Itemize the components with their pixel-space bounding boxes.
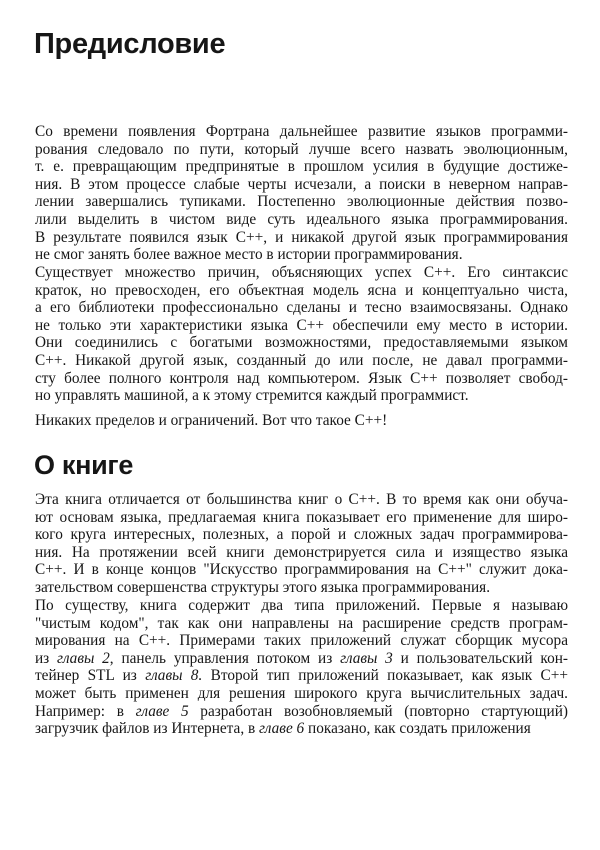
chapter-reference: главы 3 [340, 649, 393, 667]
text-line [35, 597, 568, 615]
text-line [35, 720, 568, 738]
text-line [35, 387, 568, 405]
text-segment: лении завершались тупиками. Постепенно эволюционные действия позво- [35, 193, 568, 211]
text-segment: По существу, книга содержит два типа приложений. Первые я называю [35, 597, 568, 614]
text-line [35, 334, 568, 352]
text-segment: но управлять машиной, а к этому стремится каждый программист. [35, 387, 469, 405]
text-segment: зательством совершенства структуры этого языка программирования. [35, 578, 491, 596]
text-line [35, 176, 568, 194]
heading-about-book: О книге [34, 450, 134, 480]
text-line [35, 579, 568, 597]
heading-preface: Предисловие [34, 28, 226, 60]
text-segment: загрузчик файлов из Интернета, в [35, 720, 260, 738]
text-segment: краток, но превосходен, его объектная модель ясна и концептуально чиста, [35, 281, 568, 299]
text-line [35, 123, 568, 141]
text-line [35, 158, 568, 176]
text-segment: может быть применен для решения широкого круга вычислительных задач. [35, 684, 568, 702]
chapter-reference: главе 6 [259, 720, 305, 738]
text-line [35, 193, 568, 211]
text-segment: из [35, 649, 58, 667]
text-line [35, 246, 568, 264]
text-segment: тейнер STL из [35, 667, 146, 685]
text-segment: а его библиотеки профессионально сделаны и тесно взаимосвязаны. Однако [35, 299, 568, 317]
text-line [35, 667, 568, 685]
text-line [35, 509, 568, 527]
text-segment: "чистым кодом", так как они направлены на расширение средств програм- [35, 614, 568, 632]
text-line [35, 703, 568, 721]
text-segment: С++. Никакой другой язык, созданный до или после, не давал программи- [35, 351, 568, 369]
paragraph [35, 597, 568, 738]
text-line [35, 491, 568, 509]
text-line [35, 632, 568, 650]
paragraph [35, 491, 568, 597]
chapter-reference: главы 8. [145, 667, 203, 685]
text-line [35, 370, 568, 388]
text-segment: ния. В этом процессе слабые черты исчезали, а поиски в неверном направ- [35, 175, 568, 193]
text-line [35, 352, 568, 370]
text-segment: Второй тип приложений показывает, как язык С++ [202, 667, 568, 685]
paragraph [35, 123, 568, 264]
text-segment: Со времени появления Фортрана дальнейшее развитие языков программи- [35, 123, 568, 140]
text-segment: т. е. превращающим предпринятые в прошлом усилия в будущие достиже- [35, 158, 568, 176]
text-line [35, 317, 568, 335]
text-segment: кого круга интересных, полезных, а порой и сложных задач программирова- [35, 526, 568, 544]
paragraph [35, 412, 568, 430]
text-segment: Например: в [35, 702, 136, 720]
text-segment: Никаких пределов и ограничений. Вот что такое С++! [35, 412, 388, 429]
text-segment: С++. И в конце концов "Искусство программирования на С++" служит дока- [35, 561, 568, 579]
text-line [35, 141, 568, 159]
text-segment: показано, как создать приложения [304, 720, 531, 738]
text-line [35, 544, 568, 562]
chapter-reference: главы 2 [57, 649, 110, 667]
text-line [35, 211, 568, 229]
text-segment: лили выделить в чистом виде суть идеального языка программирования. [35, 210, 568, 228]
text-segment: Эта книга отличается от большинства книг о С++. В то время как они обуча- [35, 491, 568, 508]
text-segment: сту более полного контроля над компьютером. Язык С++ позволяет свобод- [35, 369, 568, 387]
text-segment: Они соединились с богатыми возможностями, предоставляемыми языком [35, 334, 568, 352]
text-segment: В результате появился язык С++, и никакой другой язык программирования [35, 228, 568, 246]
text-line [35, 526, 568, 544]
text-segment: мирования на С++. Примерами таких приложений служат сборщик мусора [35, 632, 568, 650]
text-segment: разработан возобновляемый (повторно стартующий) [188, 702, 568, 720]
text-segment: , панель управления потоком из [109, 649, 341, 667]
text-segment: не смог занять более важное место в истории программирования. [35, 246, 463, 264]
text-line [35, 685, 568, 703]
paragraph [35, 264, 568, 405]
text-segment: не только эти характеристики языка С++ обеспечили ему место в истории. [35, 316, 568, 334]
text-line [35, 282, 568, 300]
text-segment: Существует множество причин, объясняющих успех С++. Его синтаксис [35, 264, 568, 281]
text-line [35, 615, 568, 633]
text-segment: и пользовательский кон- [392, 649, 569, 667]
chapter-reference: главе 5 [135, 702, 189, 720]
text-segment: ния. На протяжении всей книги демонстрируется сила и изящество языка [35, 543, 568, 561]
text-line [35, 264, 568, 282]
text-line [35, 299, 568, 317]
text-line [35, 412, 568, 430]
text-segment: ют основам языка, предлагаемая книга показывает его применение для широ- [35, 508, 568, 526]
text-line [35, 650, 568, 668]
text-line [35, 229, 568, 247]
text-line [35, 561, 568, 579]
text-segment: рования следовало по пути, который лучше всего назвать эволюционным, [35, 140, 568, 158]
